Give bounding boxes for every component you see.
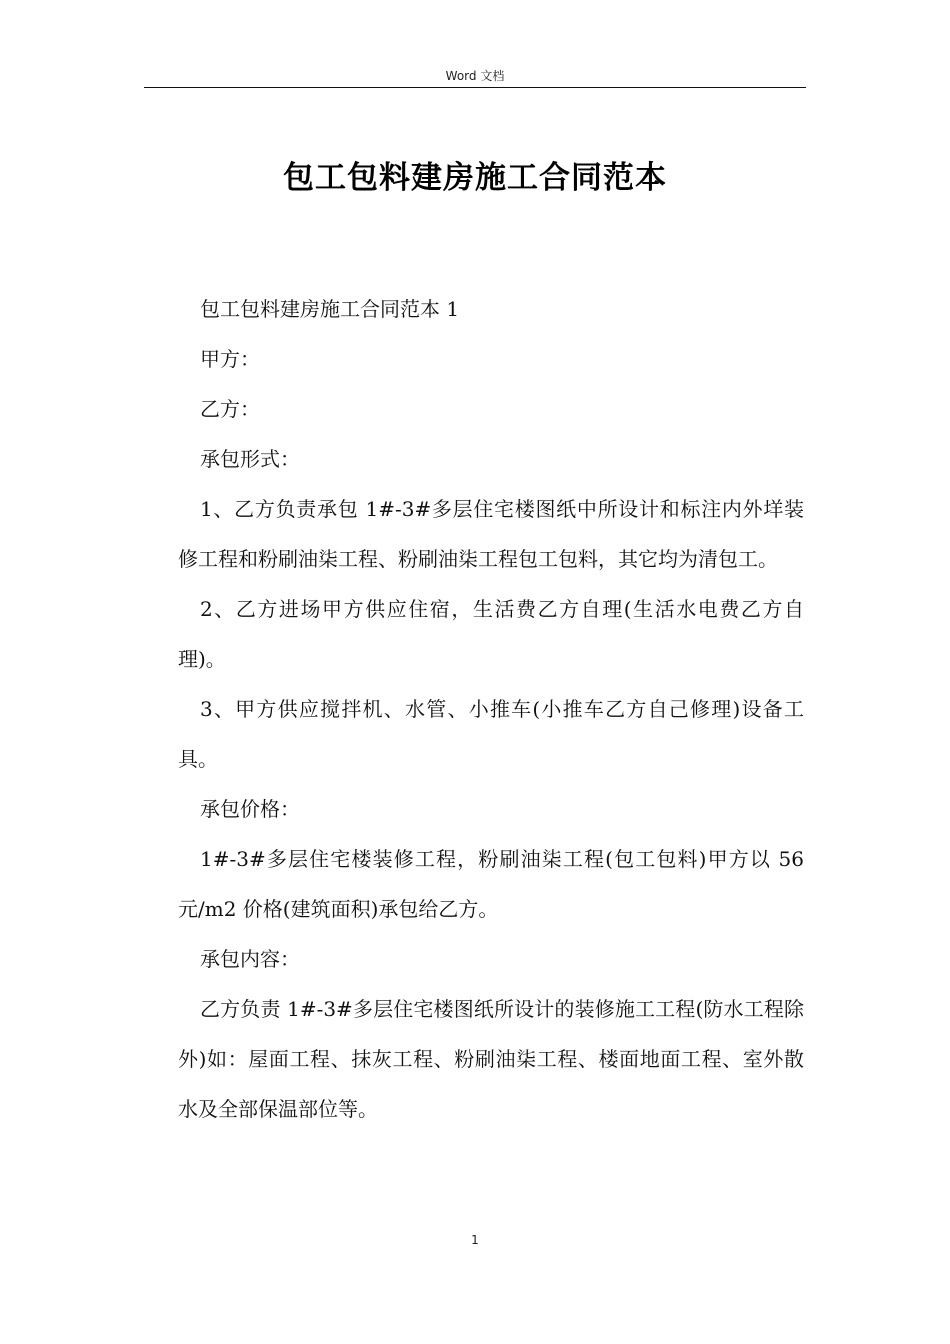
paragraph-item-1: 1、乙方负责承包 1#-3#多层住宅楼图纸中所设计和标注内外垟装修工程和粉刷油柒工程、粉刷油柒工程包工包料，其它均为清包工。: [178, 497, 804, 571]
paragraph-contract-form-heading: 承包形式：: [200, 447, 300, 471]
paragraph-party-b: 乙方：: [200, 397, 260, 421]
paragraph-content-heading: 承包内容：: [200, 947, 300, 971]
document-title: 包工包料建房施工合同范本: [283, 160, 667, 196]
paragraph-party-a: 甲方：: [200, 347, 260, 371]
paragraph-item-3: 3、甲方供应搅拌机、水管、小推车(小推车乙方自己修理)设备工具。: [178, 697, 804, 771]
paragraph-subtitle: 包工包料建房施工合同范本 1: [200, 297, 460, 321]
document-body: [178, 284, 804, 1134]
paragraph-price: 1#-3#多层住宅楼装修工程，粉刷油柒工程(包工包料)甲方以 56 元/m2 价格(建筑面积)承包给乙方。: [178, 847, 804, 921]
paragraph-price-heading: 承包价格：: [200, 797, 300, 821]
paragraph-content: 乙方负责 1#-3#多层住宅楼图纸所设计的装修施工工程(防水工程除外)如：屋面工程、抹灰工程、粉刷油柒工程、楼面地面工程、室外散水及全部保温部位等。: [178, 997, 804, 1121]
paragraph-item-2: 2、乙方进场甲方供应住宿，生活费乙方自理(生活水电费乙方自理)。: [178, 597, 804, 671]
page-number: 1: [471, 1233, 479, 1247]
header-divider: [144, 87, 806, 88]
page-header-text: Word 文档: [445, 69, 505, 83]
